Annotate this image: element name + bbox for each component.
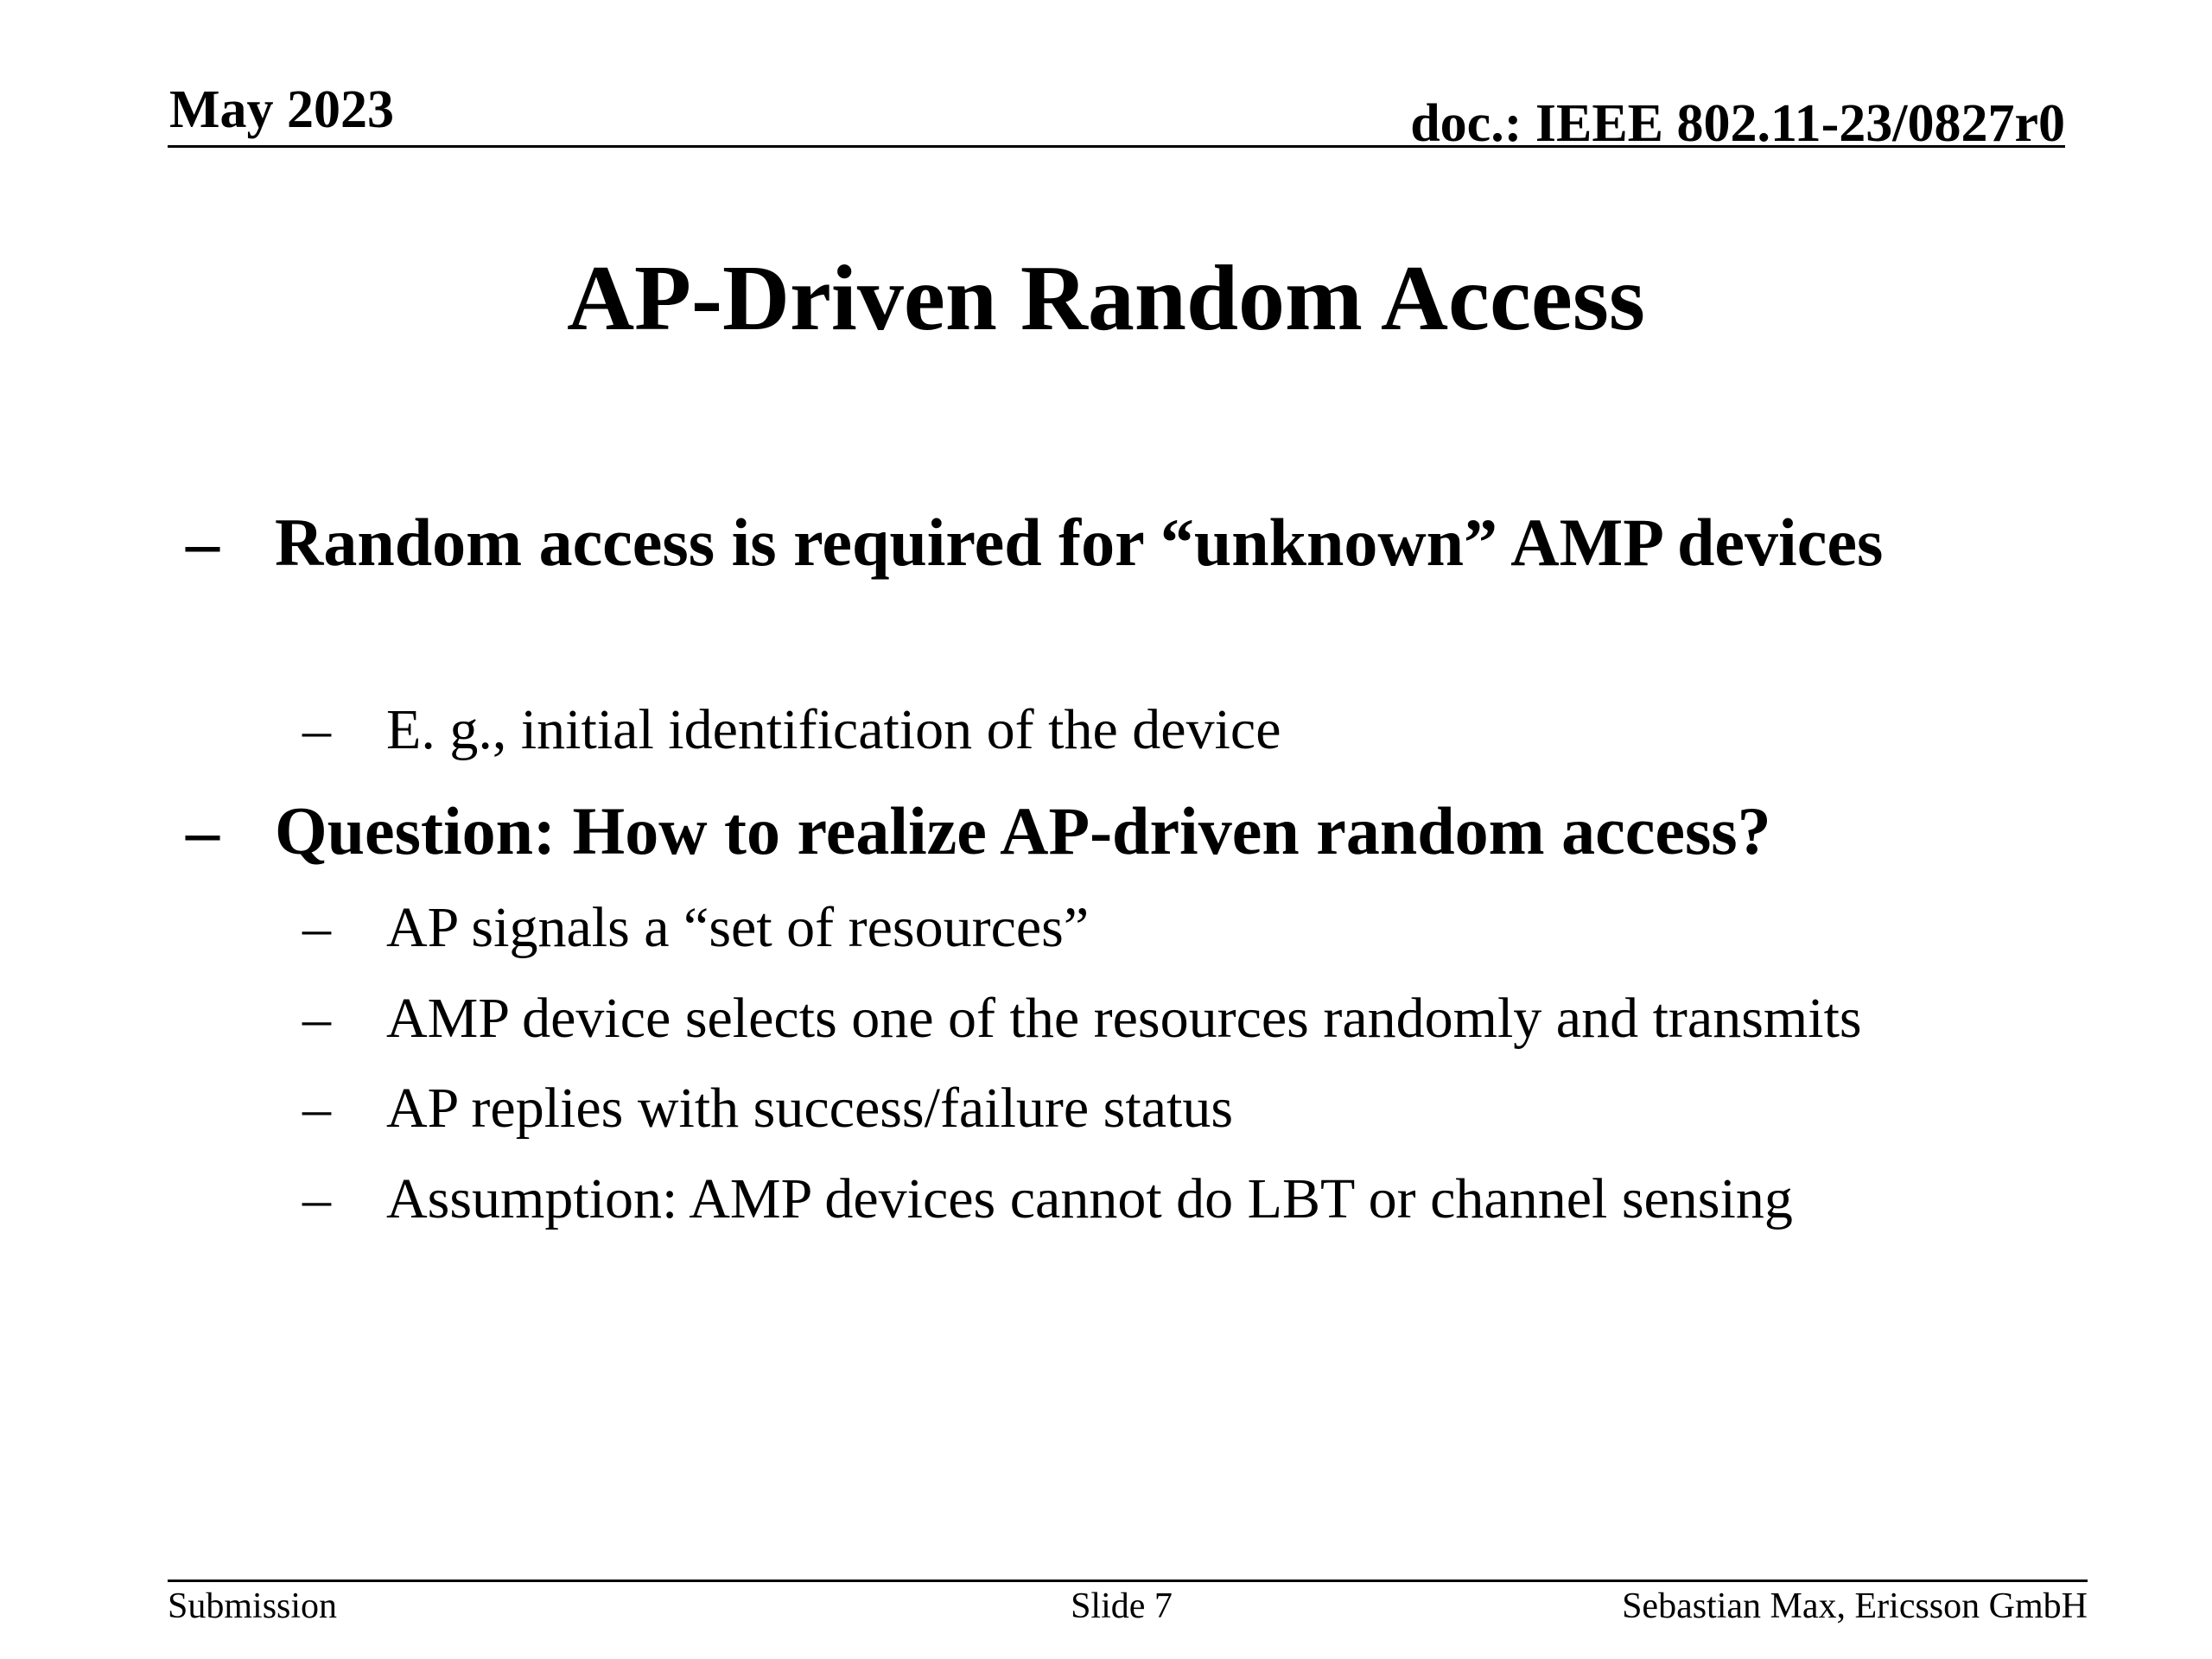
sub-bullet-item (0, 984, 2212, 1053)
sub-bullet-text: E. g., initial identification of the device (386, 698, 1281, 761)
sub-bullet-dash: – (302, 698, 331, 761)
footer-submission: Submission (168, 1586, 338, 1626)
sub-bullet-text: AMP device selects one of the resources randomly and transmits (386, 987, 1862, 1050)
bullet-dash: – (186, 793, 219, 868)
sub-bullet-text: AP signals a “set of resources” (386, 896, 1090, 959)
header-doc-id: doc.: IEEE 802.11-23/0827r0 (1410, 94, 2065, 153)
sub-bullet-dash: – (302, 1167, 331, 1230)
bullet-item (0, 499, 2212, 681)
sub-bullet-dash: – (302, 1077, 331, 1140)
footer-divider (168, 1580, 2088, 1582)
sub-bullet-dash: – (302, 987, 331, 1050)
slide-title: AP-Driven Random Access (567, 247, 1645, 350)
sub-bullet-item (0, 893, 2212, 963)
sub-bullet-text: Assumption: AMP devices cannot do LBT or channel sensing (386, 1167, 1793, 1230)
sub-bullet-text: AP replies with success/failure status (386, 1077, 1234, 1140)
bullet-text: Random access is required for “unknown” AMP devices (275, 505, 1884, 580)
bullet-text: Question: How to realize AP-driven random access? (275, 793, 1771, 868)
header-date: May 2023 (169, 80, 395, 139)
footer-slide-number: Slide 7 (1071, 1586, 1173, 1626)
footer-author: Sebastian Max, Ericsson GmbH (1622, 1586, 2088, 1626)
sub-bullet-item (0, 1165, 2212, 1234)
sub-bullet-item (0, 696, 2212, 765)
sub-bullet-item (0, 1074, 2212, 1143)
sub-bullet-dash: – (302, 896, 331, 959)
bullet-dash: – (186, 505, 219, 580)
bullet-item (0, 788, 2212, 874)
